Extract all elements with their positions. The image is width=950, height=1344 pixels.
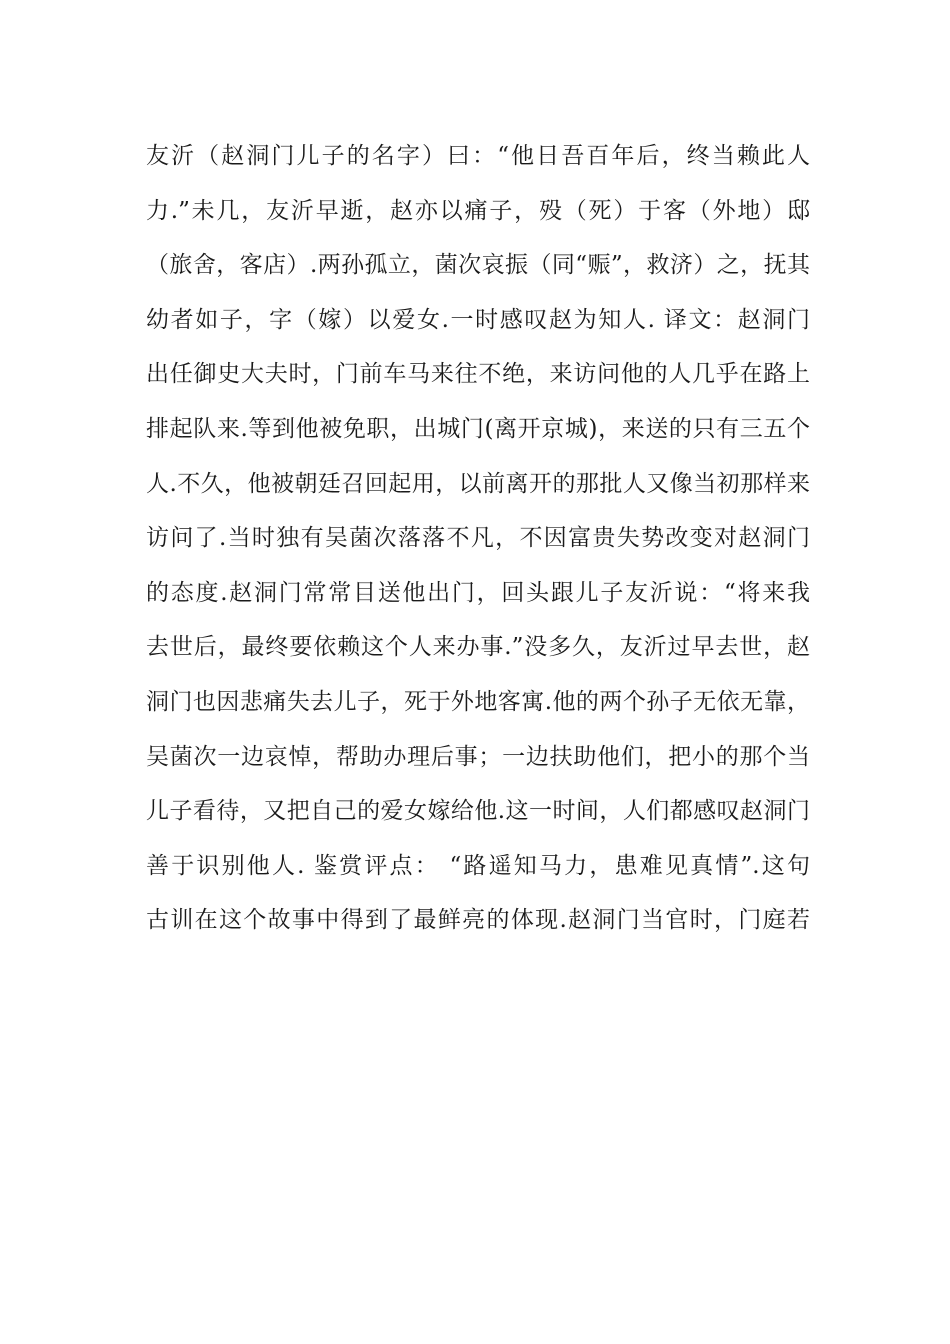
text-line-12: 吴菌次一边哀悼，帮助办理后事；一边扶助他们，把小的那个当 [146, 743, 810, 770]
text-line-6: 排起队来.等到他被免职，出城门(离开京城)，来送的只有三五个 [146, 415, 810, 442]
text-line-10: 去世后，最终要依赖这个人来办事.”没多久，友沂过早去世，赵 [146, 634, 810, 661]
text-line-2: 力.”未几，友沂早逝，赵亦以痛子，殁（死）于客（外地）邸 [146, 197, 810, 224]
text-line-3: （旅舍，客店）.两孙孤立，菌次哀振（同“赈”，救济）之，抚其 [146, 252, 810, 279]
text-line-11: 洞门也因悲痛失去儿子，死于外地客寓.他的两个孙子无依无靠， [146, 688, 810, 715]
text-line-9: 的态度.赵洞门常常目送他出门，回头跟儿子友沂说：“将来我 [146, 579, 810, 606]
text-line-5: 出任御史大夫时，门前车马来往不绝，来访问他的人几乎在路上 [146, 361, 810, 388]
text-line-13: 儿子看待，又把自己的爱女嫁给他.这一时间，人们都感叹赵洞门 [146, 798, 810, 825]
text-line-14: 善于识别他人. 鉴赏评点： “路遥知马力，患难见真情”.这句 [146, 852, 810, 879]
text-line-1: 友沂（赵洞门儿子的名字）曰：“他日吾百年后，终当赖此人 [146, 143, 810, 169]
body-text [146, 136, 810, 955]
text-line-8: 访问了.当时独有吴菌次落落不凡，不因富贵失势改变对赵洞门 [146, 525, 810, 552]
text-line-7: 人.不久，他被朝廷召回起用，以前离开的那批人又像当初那样来 [146, 470, 810, 497]
text-line-4: 幼者如子，字（嫁）以爱女.一时感叹赵为知人. 译文：赵洞门 [146, 306, 810, 333]
text-line-15: 古训在这个故事中得到了最鲜亮的体现.赵洞门当官时，门庭若 [146, 907, 810, 934]
